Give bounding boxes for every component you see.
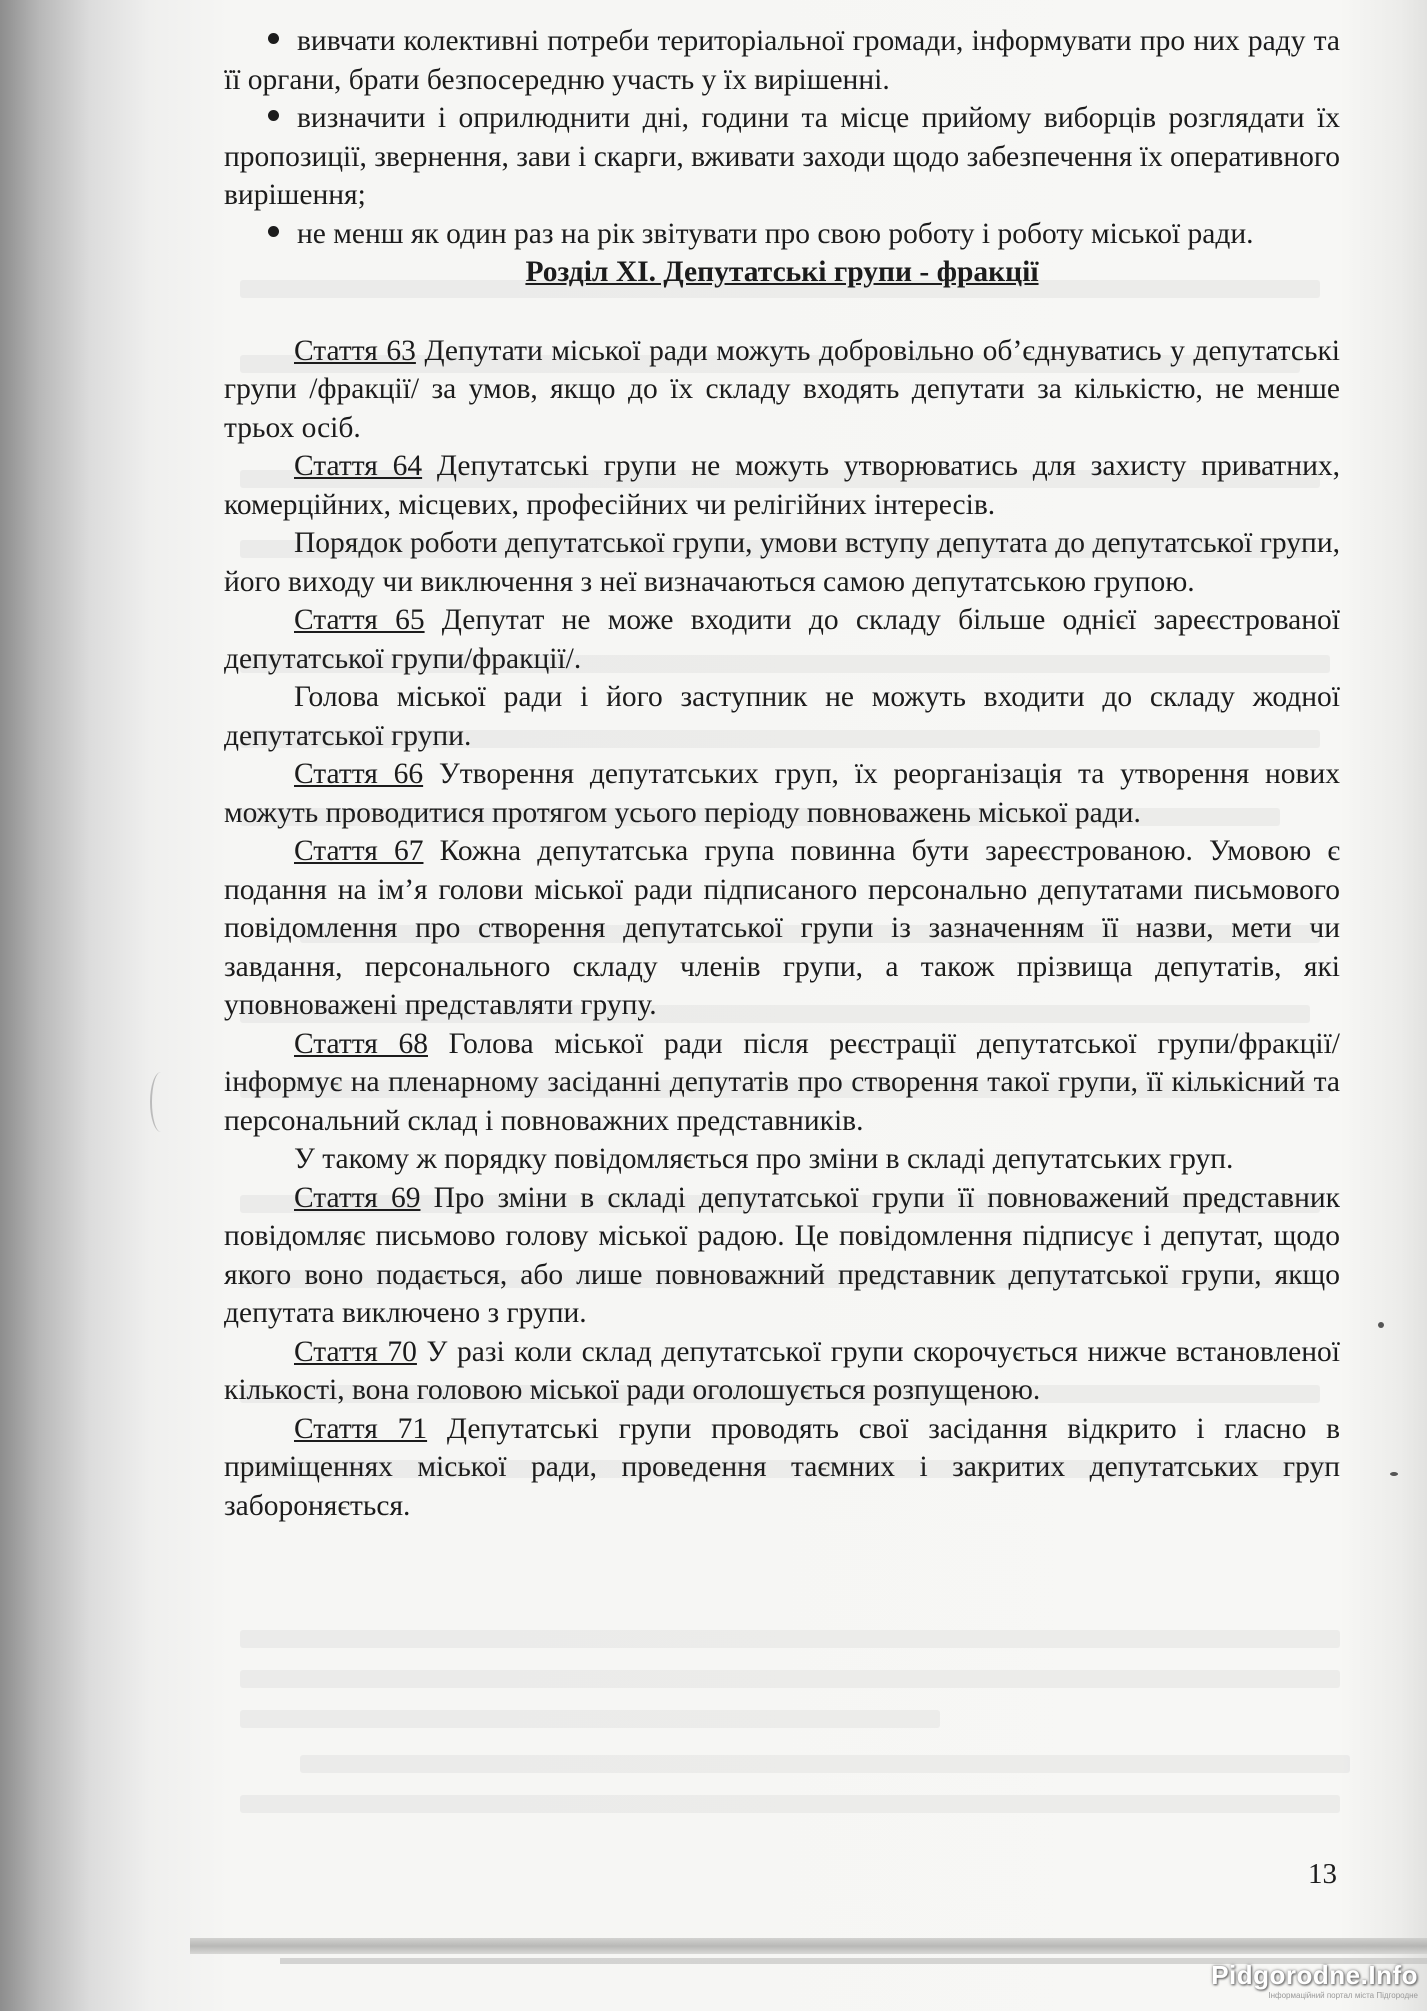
page-number: 13 [1308, 1858, 1337, 1890]
bullet-list [224, 22, 1340, 253]
scan-fold-mark [150, 1072, 172, 1132]
article-text: Утворення депутатських груп, їх реорганізація та утворення нових можуть проводитися протягом усього періоду повноважень міської ради. [224, 758, 1340, 829]
paragraph-text: У такому ж порядку повідомляється про зміни в складі депутатських груп. [294, 1143, 1234, 1175]
bullet-text: визначити і оприлюднити дні, години та місце прийому виборців розглядати їх пропозиції, звернення, зави і скарги, вживати заходи щодо забезпечення їх оперативного вирішення; [224, 102, 1340, 211]
article-label: Стаття 63 [294, 334, 416, 367]
article-70 [224, 1333, 1340, 1410]
bullet-text: не менш як один раз на рік звітувати про свою роботу і роботу міської ради. [297, 217, 1254, 250]
article-paragraph [224, 524, 1340, 601]
article-label: Стаття 65 [294, 604, 425, 636]
article-66 [224, 755, 1340, 832]
article-label: Стаття 69 [294, 1181, 421, 1214]
article-text: Депутати міської ради можуть добровільно об’єднуватись у депутатські групи /фракції/ за умов, якщо до їх складу входять депутати за кількістю, не менше трьох осіб. [224, 334, 1340, 444]
section-title: Розділ XI. Депутатські групи - фракції [525, 256, 1039, 288]
article-71 [224, 1410, 1340, 1526]
scan-bottom-edge [190, 1938, 1427, 1954]
article-paragraph [224, 1140, 1340, 1179]
article-69 [224, 1179, 1340, 1333]
article-text: Депутат не може входити до складу більше однієї зареєстрованої депутатської групи/фракції/. [224, 604, 1340, 675]
document-body [224, 22, 1340, 1525]
bullet-dot-icon [268, 110, 279, 121]
article-68 [224, 1025, 1340, 1141]
bullet-text: вивчати колективні потреби територіальної громади, інформувати про них раду та її органи, брати безпосередню участь у їх вирішенні. [224, 25, 1340, 96]
article-label: Стаття 66 [294, 758, 424, 790]
article-label: Стаття 70 [294, 1335, 417, 1368]
article-text: Депутатські групи проводять свої засідання відкрито і гласно в приміщеннях міської ради, проведення таємних і закритих депутатських груп забороняється. [224, 1412, 1340, 1522]
bullet-item [224, 99, 1340, 215]
article-text: Голова міської ради після реєстрації депутатської групи/фракції/ інформує на пленарному засіданні депутатів про створення такої групи, її кількісний та персональний склад і повноважних представників. [224, 1027, 1340, 1137]
article-label: Стаття 64 [294, 450, 423, 482]
paragraph-text: Голова міської ради і його заступник не можуть входити до складу жодної депутатської групи. [224, 681, 1340, 752]
article-63 [224, 332, 1340, 448]
article-text: Депутатські групи не можуть утворюватись для захисту приватних, комерційних, місцевих, професійних чи релігійних інтересів. [224, 450, 1340, 521]
article-label: Стаття 71 [294, 1412, 428, 1445]
article-text: Кожна депутатська група повинна бути зареєстрованою. Умовою є подання на ім’я голови міської ради підписаного персонально депутатами письмового повідомлення про створення депутатської групи із зазначенням її назви, мети чи завдання, персонального складу членів групи, а також прізвища депутатів, які уповноважені представляти групу. [224, 835, 1340, 1021]
watermark-main-text: Pidgorodne.Info [1211, 1960, 1418, 1990]
article-65 [224, 601, 1340, 678]
bullet-item [224, 22, 1340, 99]
article-67 [224, 832, 1340, 1025]
article-text: Про зміни в складі депутатської групи її повноважений представник повідомляє письмово голову міської радою. Це повідомлення підписує і депутат, щодо якого воно подається, або лише повноважний представник депутатської групи, якщо депутата виключено з групи. [224, 1181, 1340, 1329]
article-text: У разі коли склад депутатської групи скорочується нижче встановленої кількості, вона головою міської ради оголошується розпущеною. [224, 1335, 1340, 1406]
article-64 [224, 447, 1340, 524]
bullet-item [224, 215, 1340, 254]
bullet-dot-icon [268, 33, 279, 44]
article-label: Стаття 68 [294, 1027, 428, 1060]
watermark-sub-text: Інформаційний портал міста Підгородне [1268, 1991, 1418, 2000]
article-label: Стаття 67 [294, 835, 424, 867]
bullet-dot-icon [268, 226, 279, 237]
paragraph-text: Порядок роботи депутатської групи, умови вступу депутата до депутатської групи, його виходу чи виключення з неї визначаються самою депутатською групою. [224, 527, 1340, 598]
article-paragraph [224, 678, 1340, 755]
site-watermark [1208, 1960, 1418, 2000]
